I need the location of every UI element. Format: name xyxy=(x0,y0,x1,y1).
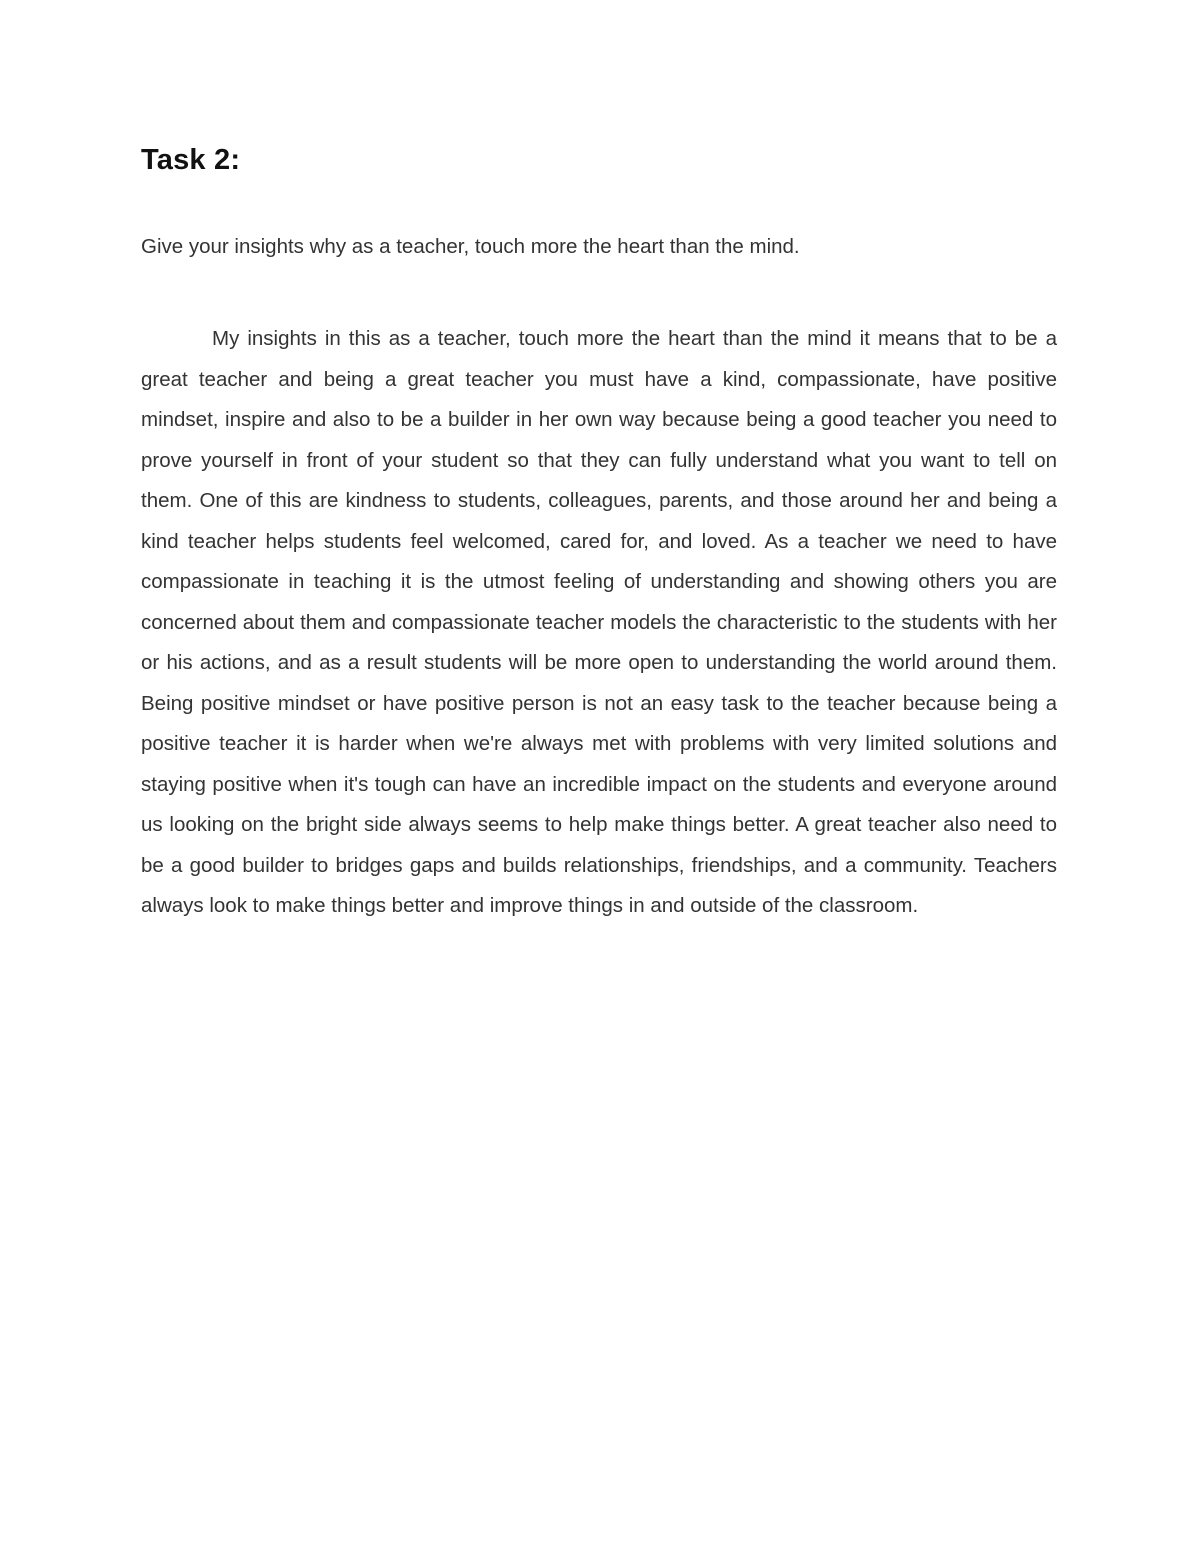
document-body xyxy=(141,138,1057,927)
answer-paragraph: My insights in this as a teacher, touch more the heart than the mind it means that to be a great teacher and being a great teacher you must have a kind, compassionate, have positive mindset, inspire and also to be a builder in her own way because being a good teacher you need to prove yourself in front of your student so that they can fully understand what you want to tell on them. One of this are kindness to students, colleagues, parents, and those around her and being a kind teacher helps students feel welcomed, cared for, and loved. As a teacher we need to have compassionate in teaching it is the utmost feeling of understanding and showing others you are concerned about them and compassionate teacher models the characteristic to the students with her or his actions, and as a result students will be more open to understanding the world around them. Being positive mindset or have positive person is not an easy task to the teacher because being a positive teacher it is harder when we're always met with problems with very limited solutions and staying positive when it's tough can have an incredible impact on the students and everyone around us looking on the bright side always seems to help make things better. A great teacher also need to be a good builder to bridges gaps and builds relationships, friendships, and a community. Teachers always look to make things better and improve things in and outside of the classroom. xyxy=(141,327,1057,917)
task-title: Task 2: xyxy=(141,144,241,176)
task-prompt: Give your insights why as a teacher, touch more the heart than the mind. xyxy=(141,235,800,258)
